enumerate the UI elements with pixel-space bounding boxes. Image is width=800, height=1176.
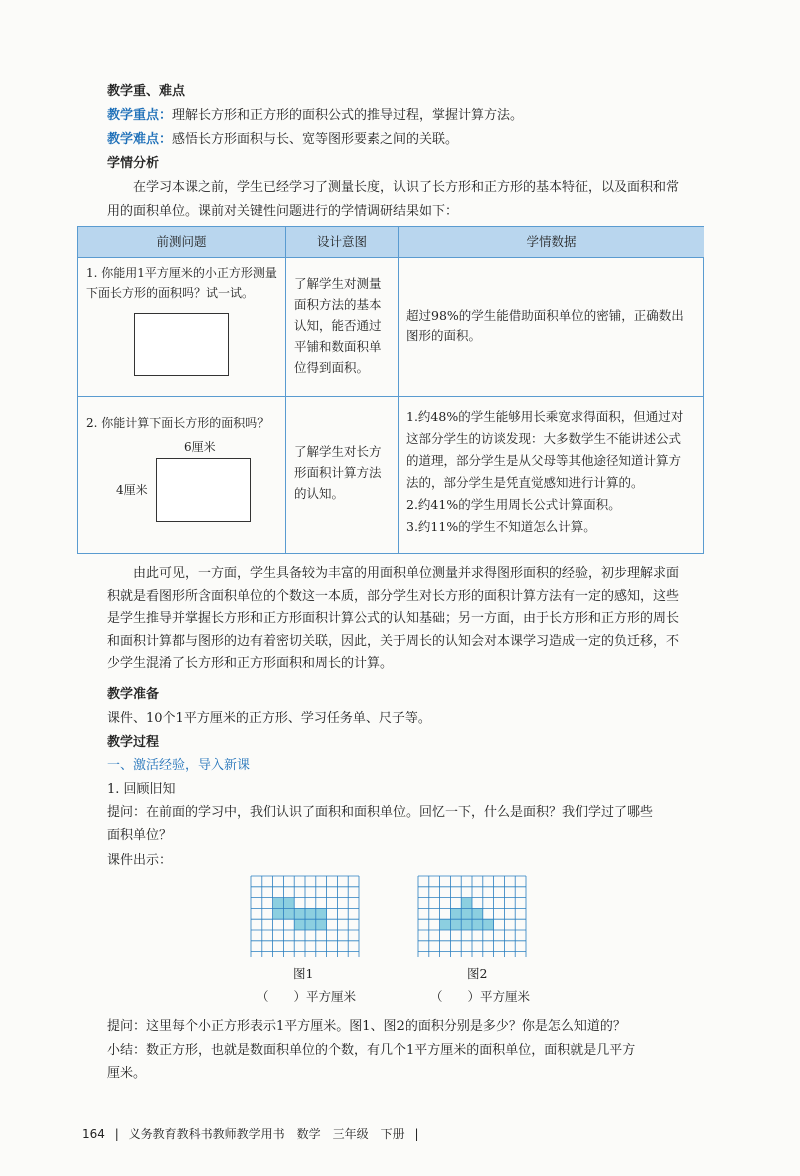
shaded-cell — [440, 919, 451, 930]
row2-height-label: 4厘米 — [116, 483, 148, 497]
analysis-title: 学情分析 — [107, 156, 160, 171]
row2-width-label: 6厘米 — [184, 440, 216, 454]
shaded-cell — [283, 898, 294, 909]
focus-text: 理解长方形和正方形的面积公式的推导过程，掌握计算方法。 — [172, 108, 524, 123]
row2-rectangle — [156, 458, 251, 522]
focus-label: 教学重点： — [107, 108, 173, 123]
difficulty-label: 教学难点： — [107, 132, 173, 147]
shaded-cell — [450, 919, 461, 930]
shaded-cell — [316, 908, 327, 919]
figure-2-label: 图2 — [467, 966, 488, 981]
book-title: 义务教育教科书教师教学用书 数学 三年级 下册 — [128, 1127, 405, 1141]
figure-2-blank: （ ）平方厘米 — [430, 989, 531, 1004]
analysis-line-2: 用的面积单位。课前对关键性问题进行的学情调研结果如下： — [107, 204, 459, 219]
shaded-cell — [450, 908, 461, 919]
courseware-label: 课件出示： — [107, 853, 173, 868]
shaded-cell — [305, 908, 316, 919]
conclusion-paragraph: 由此可见，一方面，学生具备较为丰富的用面积单位测量并求得图形面积的经验，初步理解求面 积就是看图形所含面积单位的个数这一本质，部分学生对长方形的面积计算方法有一定的感知，这些 是学生推导并掌握长方形和正方形面积计算公式的认知基础；另一方面，由于长方形和正方形的周长 和面积计算都与图形的边有着密切关联，因此，关于周长的认知会对本课学习造成一定的负迁移，不 少学生混淆了长方形和正方形面积和周长的计算。 — [107, 566, 680, 671]
step-1-heading: 一、激活经验，导入新课 — [107, 758, 251, 773]
shaded-cell — [305, 919, 316, 930]
table-header-data: 学情数据 — [399, 227, 704, 257]
table-header-intent: 设计意图 — [286, 227, 398, 257]
sub-heading-review: 1. 回顾旧知 — [107, 782, 176, 797]
page-footer: 164 | 义务教育教科书教师教学用书 数学 三年级 下册 | — [82, 1127, 419, 1141]
survey-table — [77, 226, 704, 554]
row1-data: 超过98%的学生能借助面积单位的密铺，正确数出 图形的面积。 — [406, 308, 684, 343]
shaded-cell — [472, 908, 483, 919]
shaded-cell — [283, 908, 294, 919]
question-line-2: 面积单位？ — [107, 828, 173, 843]
shaded-cell — [273, 908, 284, 919]
shaded-cell — [294, 908, 305, 919]
summary-line-1: 小结：数正方形，也就是数面积单位的个数，有几个1平方厘米的面积单位，面积就是几平方 — [107, 1043, 636, 1058]
shaded-cell — [483, 919, 494, 930]
followup-question: 提问：这里每个小正方形表示1平方厘米。图1、图2的面积分别是多少？你是怎么知道的？ — [107, 1019, 626, 1034]
focus-line — [107, 106, 707, 126]
process-title: 教学过程 — [107, 735, 160, 750]
shaded-cell — [461, 919, 472, 930]
prep-text: 课件、10个1平方厘米的正方形、学习任务单、尺子等。 — [107, 711, 431, 726]
page-number: 164 — [82, 1127, 105, 1141]
row1-rectangle — [134, 313, 229, 376]
shaded-cell — [316, 919, 327, 930]
analysis-line-1: 在学习本课之前，学生已经学习了测量长度，认识了长方形和正方形的基本特征，以及面积和常 — [133, 180, 680, 195]
row2-data: 1.约48%的学生能够用长乘宽求得面积，但通过对 这部分学生的访谈发现：大多数学生不能讲述公式 的道理，部分学生是从父母等其他途径知道计算方 法的，部分学生是凭直觉感知进行计算的。 2.约41%的学生用周长公式计算面积。 3.约11%的学生不知道怎么计算。 — [406, 409, 684, 534]
row1-question: 1. 你能用1平方厘米的小正方形测量 下面长方形的面积吗？试一试。 — [86, 266, 277, 300]
shaded-cell — [294, 919, 305, 930]
question-line-1: 提问：在前面的学习中，我们认识了面积和面积单位。回忆一下，什么是面积？我们学过了哪些 — [107, 805, 654, 820]
shaded-cell — [273, 898, 284, 909]
figure-2-grid — [417, 875, 527, 957]
section-title-key: 教学重、难点 — [107, 84, 186, 99]
summary-line-2: 厘米。 — [107, 1066, 147, 1081]
table-header-question: 前测问题 — [78, 227, 285, 257]
row2-question: 2. 你能计算下面长方形的面积吗？ — [86, 416, 270, 430]
shaded-cell — [472, 919, 483, 930]
shaded-cell — [461, 898, 472, 909]
figure-1-label: 图1 — [293, 966, 314, 981]
figure-1-grid — [250, 875, 360, 957]
figure-1-blank: （ ）平方厘米 — [256, 989, 357, 1004]
difficulty-line — [107, 130, 707, 150]
row2-intent: 了解学生对长方 形面积计算方法 的认知。 — [294, 444, 382, 501]
difficulty-text: 感悟长方形面积与长、宽等图形要素之间的关联。 — [172, 132, 459, 147]
shaded-cell — [461, 908, 472, 919]
row1-intent: 了解学生对测量 面积方法的基本 认知，能否通过 平铺和数面积单 位得到面积。 — [294, 276, 382, 375]
prep-title: 教学准备 — [107, 687, 160, 702]
